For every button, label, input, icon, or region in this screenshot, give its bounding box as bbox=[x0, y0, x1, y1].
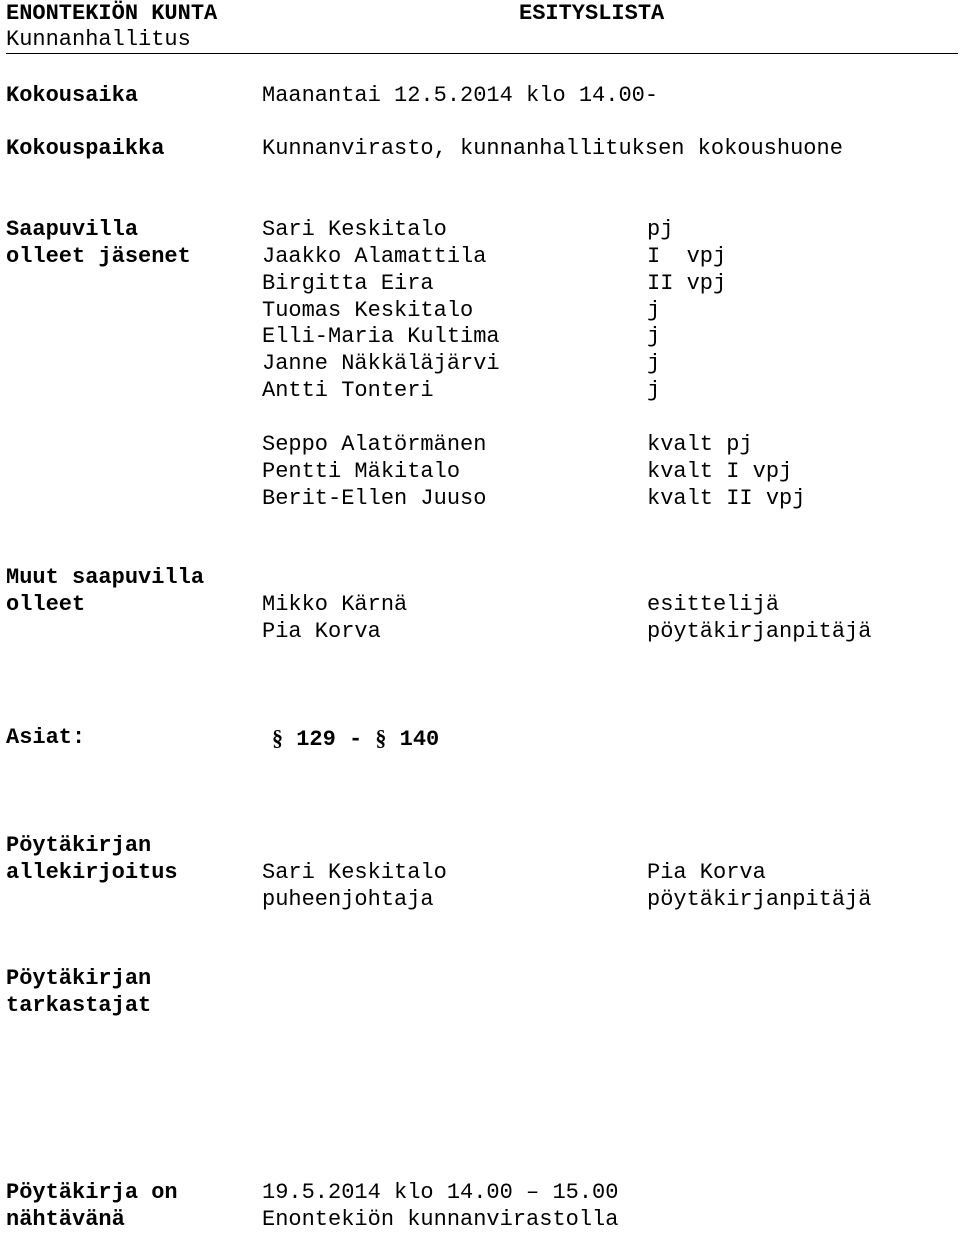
display-location-value: Enontekiön kunnanvirastolla bbox=[262, 1207, 619, 1232]
other-role: esittelijä bbox=[647, 592, 780, 617]
member-name: Janne Näkkäläjärvi bbox=[262, 351, 500, 376]
member-role: j bbox=[647, 298, 661, 323]
meeting-time-value: Maanantai 12.5.2014 klo 14.00- bbox=[262, 83, 659, 108]
member-role: II vpj bbox=[647, 271, 727, 296]
member-role: pj bbox=[647, 217, 674, 242]
others-label-line2: olleet bbox=[6, 592, 86, 617]
signer2-name: Pia Korva bbox=[647, 860, 766, 885]
meeting-place-label: Kokouspaikka bbox=[6, 136, 165, 161]
inspectors-label-line1: Pöytäkirjan bbox=[6, 966, 152, 991]
matters-range bbox=[272, 724, 439, 753]
member-name: Birgitta Eira bbox=[262, 271, 434, 296]
members-label-line1: Saapuvilla bbox=[6, 217, 139, 242]
other-role: pöytäkirjanpitäjä bbox=[647, 619, 872, 644]
other-name: Pia Korva bbox=[262, 619, 381, 644]
member-role: j bbox=[647, 351, 661, 376]
matters-separator: - bbox=[349, 727, 363, 752]
inspectors-label-line2: tarkastajat bbox=[6, 993, 152, 1018]
body-name: Kunnanhallitus bbox=[6, 27, 191, 52]
substitute-role: kvalt I vpj bbox=[647, 459, 793, 484]
signatures-label-line1: Pöytäkirjan bbox=[6, 833, 152, 858]
member-name: Sari Keskitalo bbox=[262, 217, 447, 242]
member-role: j bbox=[647, 378, 661, 403]
substitute-name: Seppo Alatörmänen bbox=[262, 432, 487, 457]
document-type: ESITYSLISTA bbox=[519, 1, 665, 26]
substitute-name: Berit-Ellen Juuso bbox=[262, 486, 487, 511]
signer2-title: pöytäkirjanpitäjä bbox=[647, 887, 872, 912]
matters-end: 140 bbox=[399, 727, 440, 752]
member-role: j bbox=[647, 324, 661, 349]
section-symbol: § bbox=[272, 725, 283, 750]
organization-name: ENONTEKIÖN KUNTA bbox=[6, 1, 218, 26]
display-label-line1: Pöytäkirja on bbox=[6, 1180, 178, 1205]
signer1-name: Sari Keskitalo bbox=[262, 860, 447, 885]
member-name: Antti Tonteri bbox=[262, 378, 434, 403]
substitute-role: kvalt II vpj bbox=[647, 486, 806, 511]
section-symbol: § bbox=[375, 725, 387, 750]
member-role: I vpj bbox=[647, 244, 727, 269]
matters-label: Asiat: bbox=[6, 725, 86, 750]
display-label-line2: nähtävänä bbox=[6, 1207, 125, 1232]
member-name: Elli-Maria Kultima bbox=[262, 324, 500, 349]
matters-start: 129 bbox=[296, 727, 336, 752]
members-label-line2: olleet jäsenet bbox=[6, 244, 191, 269]
member-name: Tuomas Keskitalo bbox=[262, 298, 474, 323]
display-date-value: 19.5.2014 klo 14.00 – 15.00 bbox=[262, 1180, 619, 1205]
meeting-time-label: Kokousaika bbox=[6, 83, 139, 108]
substitute-name: Pentti Mäkitalo bbox=[262, 459, 461, 484]
signer1-title: puheenjohtaja bbox=[262, 887, 434, 912]
others-label-line1: Muut saapuvilla bbox=[6, 565, 205, 590]
meeting-place-value: Kunnanvirasto, kunnanhallituksen kokoushuone bbox=[262, 136, 843, 161]
header-divider bbox=[6, 53, 958, 54]
other-name: Mikko Kärnä bbox=[262, 592, 408, 617]
substitute-role: kvalt pj bbox=[647, 432, 753, 457]
member-name: Jaakko Alamattila bbox=[262, 244, 487, 269]
signatures-label-line2: allekirjoitus bbox=[6, 860, 178, 885]
